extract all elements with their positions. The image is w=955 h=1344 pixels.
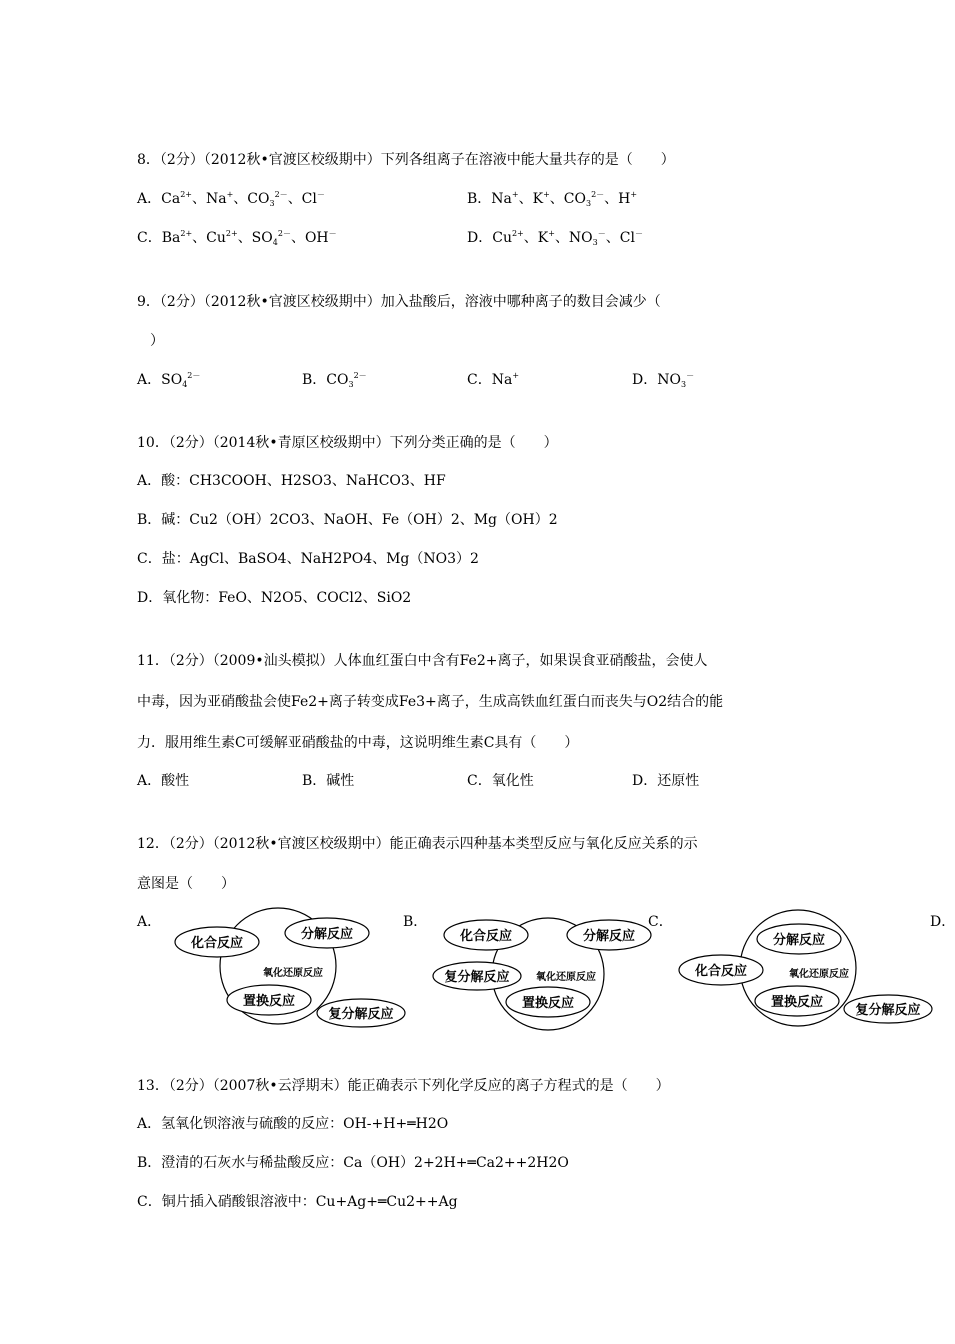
q11-line2: 中毒，因为亚硝酸盐会使Fe2+离子转变成Fe3+离子，生成高铁血红蛋白而丧失与O2结合的能 [137,694,724,710]
option-label: B． [302,372,327,388]
option-label: A． [137,372,162,388]
q12-option-a-label[interactable]: A． [137,914,162,930]
q13-stem: 13．（2分）（2007秋•云浮期末）能正确表示下列化学反应的离子方程式的是（ ） [137,1078,670,1094]
q13-option-a[interactable]: A．氢氧化钡溶液与硫酸的反应：OH-+H+═H2O [137,1116,449,1132]
q9-stem: 9．（2分）（2012秋•官渡区校级期中）加入盐酸后，溶液中哪种离子的数目会减少（ [137,294,661,310]
option-label: D． [467,230,493,246]
label-replacement: 置换反应 [242,994,296,1009]
q13-option-b[interactable]: B．澄清的石灰水与稀盐酸反应：Ca（OH）2+2H+═Ca2++2H2O [137,1155,569,1171]
label-double-decomposition: 复分解反应 [855,1003,921,1018]
label-combination: 化合反应 [459,929,513,944]
label-decomposition: 分解反应 [582,929,636,944]
label-replacement: 置换反应 [770,995,824,1010]
label-combination: 化合反应 [694,964,748,979]
q8-option-d[interactable]: D．$Cu^{2+}$、K+、$NO_3^-$、Cl－ [467,229,643,247]
q8-stem: 8．（2分）（2012秋•官渡区校级期中）下列各组离子在溶液中能大量共存的是（ ） [137,152,675,168]
q12-option-c-label[interactable]: C． [648,914,673,930]
q9-option-d[interactable]: D．$NO_3^-$ [632,371,695,389]
option-label: D． [632,372,658,388]
label-double-decomposition: 复分解反应 [444,970,510,985]
q9-option-b[interactable]: B．$CO_3^{2-}$ [302,371,367,389]
q11-line1: 11．（2分）（2009•汕头模拟）人体血红蛋白中含有Fe2+离子，如果误食亚硝酸盐，会使人 [137,653,708,669]
q11-option-a[interactable]: A．酸性 [137,773,190,789]
q10-stem: 10．（2分）（2014秋•青原区校级期中）下列分类正确的是（ ） [137,435,558,451]
q9-option-a[interactable]: A．$SO_4^{2-}$ [137,371,201,389]
q12-diagram-b[interactable] [428,908,653,1030]
label-decomposition: 分解反应 [300,927,354,942]
label-double-decomposition: 复分解反应 [328,1007,394,1022]
q11-line3: 力．服用维生素C可缓解亚硝酸盐的中毒，这说明维生素C具有（ ） [137,735,579,751]
option-label: C． [137,230,162,246]
option-label: A． [137,191,162,207]
q12-option-d-label[interactable]: D． [930,914,955,930]
q11-option-d[interactable]: D．还原性 [632,773,700,789]
q12-line1: 12．（2分）（2012秋•官渡区校级期中）能正确表示四种基本类型反应与氧化反应关系的示 [137,836,698,852]
label-decomposition: 分解反应 [772,933,826,948]
q10-option-a[interactable]: A．酸：CH3COOH、H2SO3、NaHCO3、HF [137,473,446,489]
q10-option-d[interactable]: D．氧化物：FeO、N2O5、COCl2、SiO2 [137,590,412,606]
q13-option-c[interactable]: C．铜片插入硝酸银溶液中：Cu+Ag+═Cu2++Ag [137,1194,458,1210]
q8-option-b[interactable]: B．Na+、K+、$CO_3^{2-}$、H+ [467,190,638,208]
q10-option-c[interactable]: C．盐：AgCl、BaSO4、NaH2PO4、Mg（NO3）2 [137,551,479,567]
q12-diagram-a[interactable] [160,905,410,1030]
q9-stem-cont: ） [150,333,164,349]
label-redox: 氧化还原反应 [536,972,596,983]
label-redox: 氧化还原反应 [789,969,849,980]
option-label: B． [467,191,492,207]
q11-option-b[interactable]: B．碱性 [302,773,355,789]
label-redox: 氧化还原反应 [263,968,323,979]
q9-option-c[interactable]: C．Na+ [467,371,520,388]
q12-diagram-c[interactable] [672,905,934,1030]
q8-option-c[interactable]: C．$Ba^{2+}$、$Cu^{2+}$、$SO_4^{2-}$、OH－ [137,229,337,247]
q8-option-a[interactable]: A．$Ca^{2+}$、Na+、$CO_3^{2-}$、Cl－ [137,190,325,208]
q12-line2: 意图是（ ） [137,876,235,892]
option-label: C． [467,372,492,388]
q12-option-b-label[interactable]: B． [403,914,428,930]
q10-option-b[interactable]: B．碱：Cu2（OH）2CO3、NaOH、Fe（OH）2、Mg（OH）2 [137,512,558,528]
q11-option-c[interactable]: C．氧化性 [467,773,534,789]
label-combination: 化合反应 [190,936,244,951]
label-replacement: 置换反应 [521,996,575,1011]
